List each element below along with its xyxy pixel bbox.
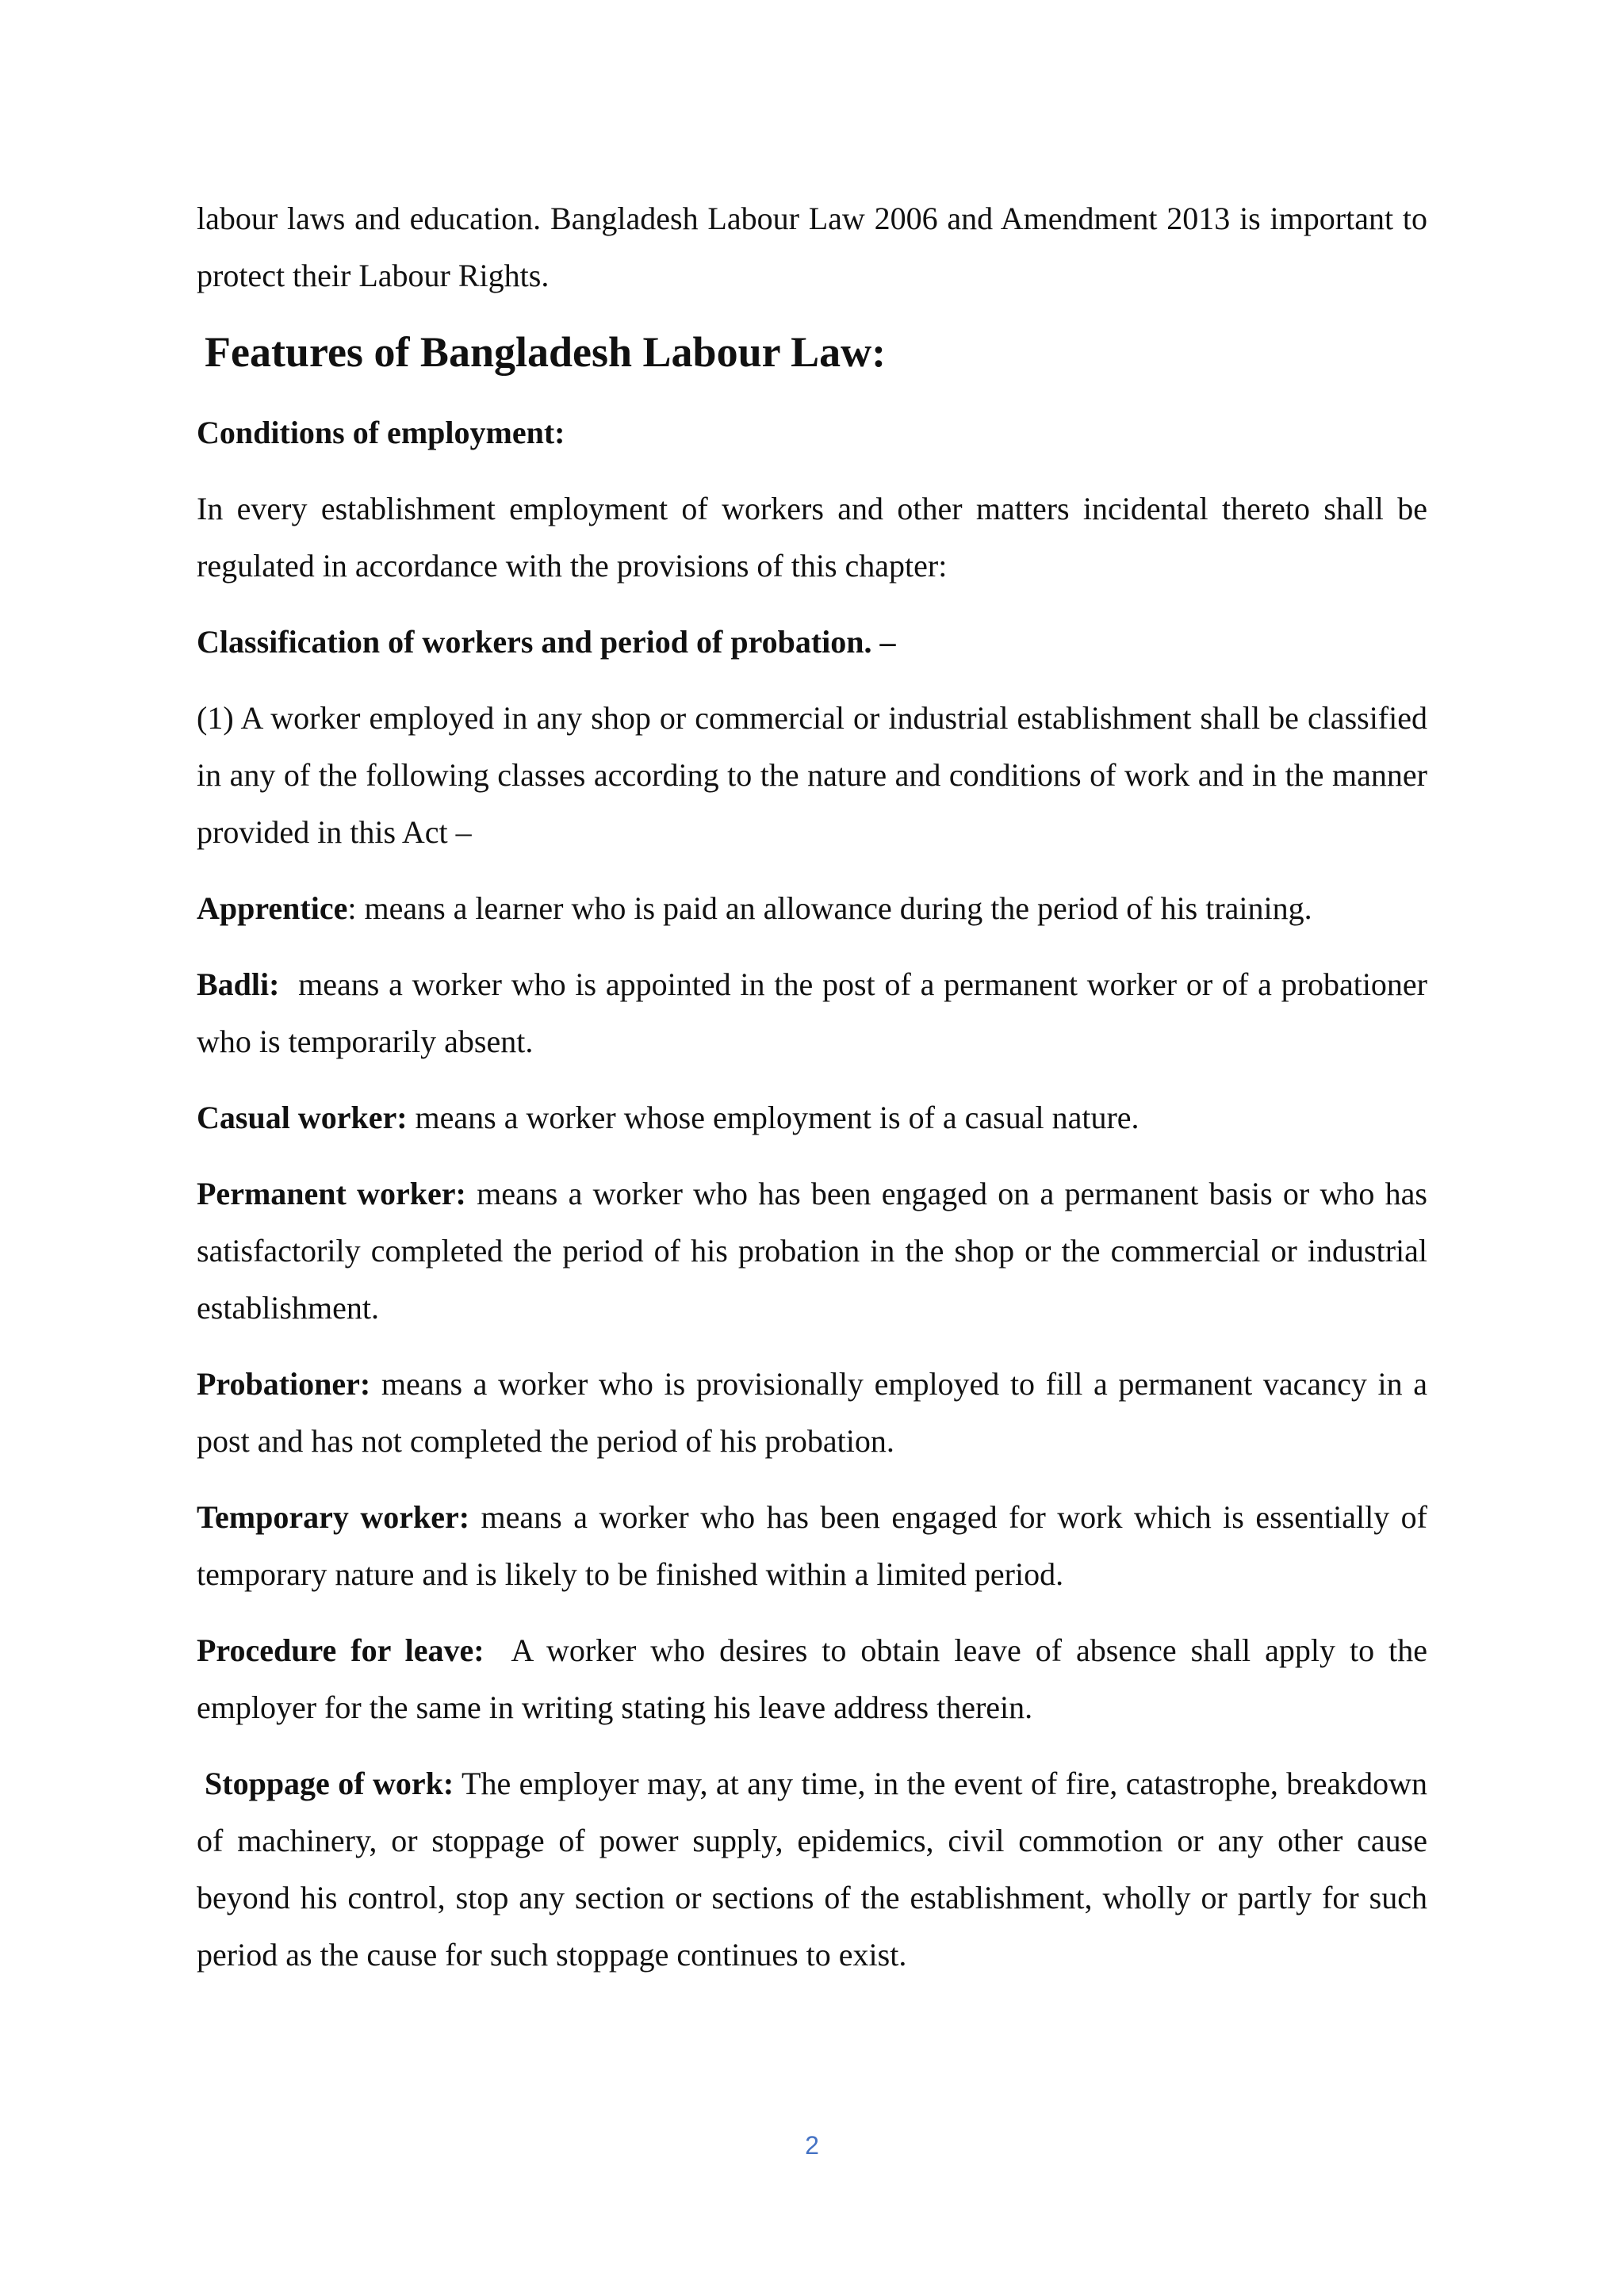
definition-term: Procedure for leave: — [197, 1632, 485, 1668]
classification-heading: Classification of workers and period of probation. – — [197, 624, 896, 660]
definition-text: means a worker whose employment is of a casual nature. — [415, 1100, 1139, 1135]
definition-separator — [466, 1176, 477, 1211]
conditions-paragraph: In every establishment employment of workers and other matters incidental thereto shall be regulated in accordance with the provisions of this chapter: — [197, 491, 1427, 584]
definition-permanent-worker — [197, 1165, 1427, 1337]
definition-text: The employer may, at any time, in the event of fire, catastrophe, breakdown of machinery, or stoppage of power supply, epidemics, civil commotion or any other cause beyond his control, stop any section or sections of the establishment, wholly or partly for such period as the cause for such stoppage continues to exist. — [197, 1766, 1428, 1973]
definition-apprentice — [197, 880, 1427, 937]
intro-paragraph: labour laws and education. Bangladesh Labour Law 2006 and Amendment 2013 is important to protect their Labour Rights. — [197, 201, 1427, 293]
definition-separator — [485, 1632, 511, 1668]
definition-separator — [370, 1366, 381, 1402]
definition-separator — [454, 1766, 462, 1801]
definition-separator — [469, 1499, 481, 1535]
definition-separator — [408, 1100, 416, 1135]
page-content — [197, 190, 1427, 2003]
definition-badli — [197, 956, 1427, 1070]
definition-term: Casual worker: — [197, 1100, 408, 1135]
definition-text: means a worker who is provisionally employed to fill a permanent vacancy in a post and has not completed the period of his probation. — [197, 1366, 1427, 1459]
definition-casual-worker — [197, 1089, 1427, 1146]
definition-text: A worker who desires to obtain leave of absence shall apply to the employer for the same in writing stating his leave address therein. — [197, 1632, 1428, 1725]
definition-probationer — [197, 1356, 1427, 1470]
definition-term: Permanent worker: — [197, 1176, 466, 1211]
definition-text: means a worker who is appointed in the post of a permanent worker or of a probationer who is temporarily absent. — [197, 966, 1428, 1059]
definition-text: means a worker who has been engaged for work which is essentially of temporary nature and is likely to be finished within a limited period. — [197, 1499, 1427, 1592]
definition-text: means a worker who has been engaged on a permanent basis or who has satisfactorily completed the period of his probation in the shop or the commercial or industrial establishment. — [197, 1176, 1428, 1326]
definition-temporary-worker — [197, 1489, 1427, 1603]
definition-text: means a learner who is paid an allowance during the period of his training. — [364, 890, 1312, 926]
definition-procedure-for-leave — [197, 1622, 1427, 1736]
definition-term: Apprentice — [197, 890, 348, 926]
definition-term: Temporary worker: — [197, 1499, 470, 1535]
section-heading: Features of Bangladesh Labour Law: — [205, 328, 887, 376]
definition-term: Probationer: — [197, 1366, 371, 1402]
definition-separator — [279, 966, 298, 1002]
page-number: 2 — [805, 2131, 819, 2160]
classification-paragraph: (1) A worker employed in any shop or commercial or industrial establishment shall be classified in any of the following classes according to the nature and conditions of work and in the manner provided in this Act – — [197, 700, 1427, 850]
definition-term: Badli: — [197, 966, 280, 1002]
definition-separator: : — [347, 890, 365, 926]
definition-stoppage-of-work — [197, 1755, 1427, 1984]
definition-term: Stoppage of work: — [205, 1766, 454, 1801]
conditions-heading: Conditions of employment: — [197, 415, 565, 450]
